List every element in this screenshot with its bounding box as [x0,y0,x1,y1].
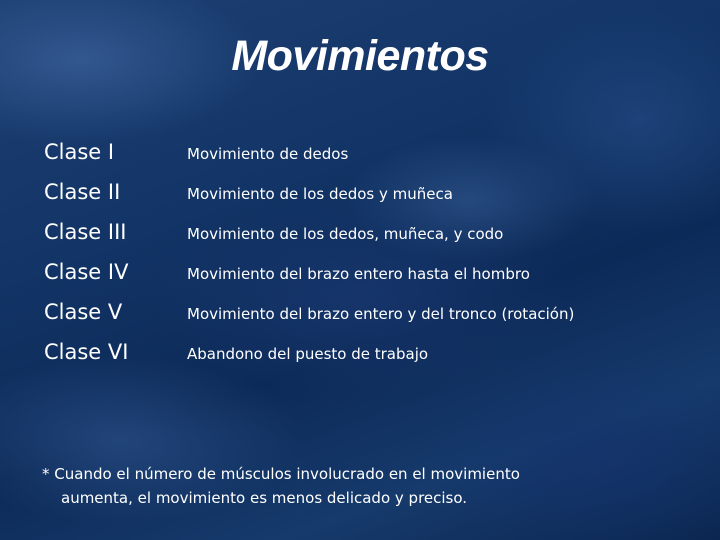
class-description: Movimiento del brazo entero y del tronco (rotación) [187,305,575,323]
class-label: Clase V [44,300,123,324]
footnote-line-1: * Cuando el número de músculos involucrado en el movimiento [42,465,520,483]
footnote-line-2: aumenta, el movimiento es menos delicado y preciso. [61,489,468,507]
class-description: Movimiento de los dedos y muñeca [187,185,453,203]
class-label: Clase VI [44,340,129,364]
class-description: Movimiento del brazo entero hasta el hombro [187,265,530,283]
class-row-2 [0,174,720,210]
slide-title: Movimientos [231,32,489,80]
class-description: Movimiento de dedos [187,145,349,163]
class-label: Clase I [44,140,115,164]
class-label: Clase II [44,180,121,204]
class-label: Clase IV [44,260,129,284]
class-row-5 [0,294,720,330]
class-row-3 [0,214,720,250]
class-row-4 [0,254,720,290]
class-row-6 [0,334,720,370]
class-description: Movimiento de los dedos, muñeca, y codo [187,225,504,243]
class-description: Abandono del puesto de trabajo [187,345,429,363]
class-label: Clase III [44,220,127,244]
footnote [42,462,682,510]
class-row-1 [0,134,720,170]
